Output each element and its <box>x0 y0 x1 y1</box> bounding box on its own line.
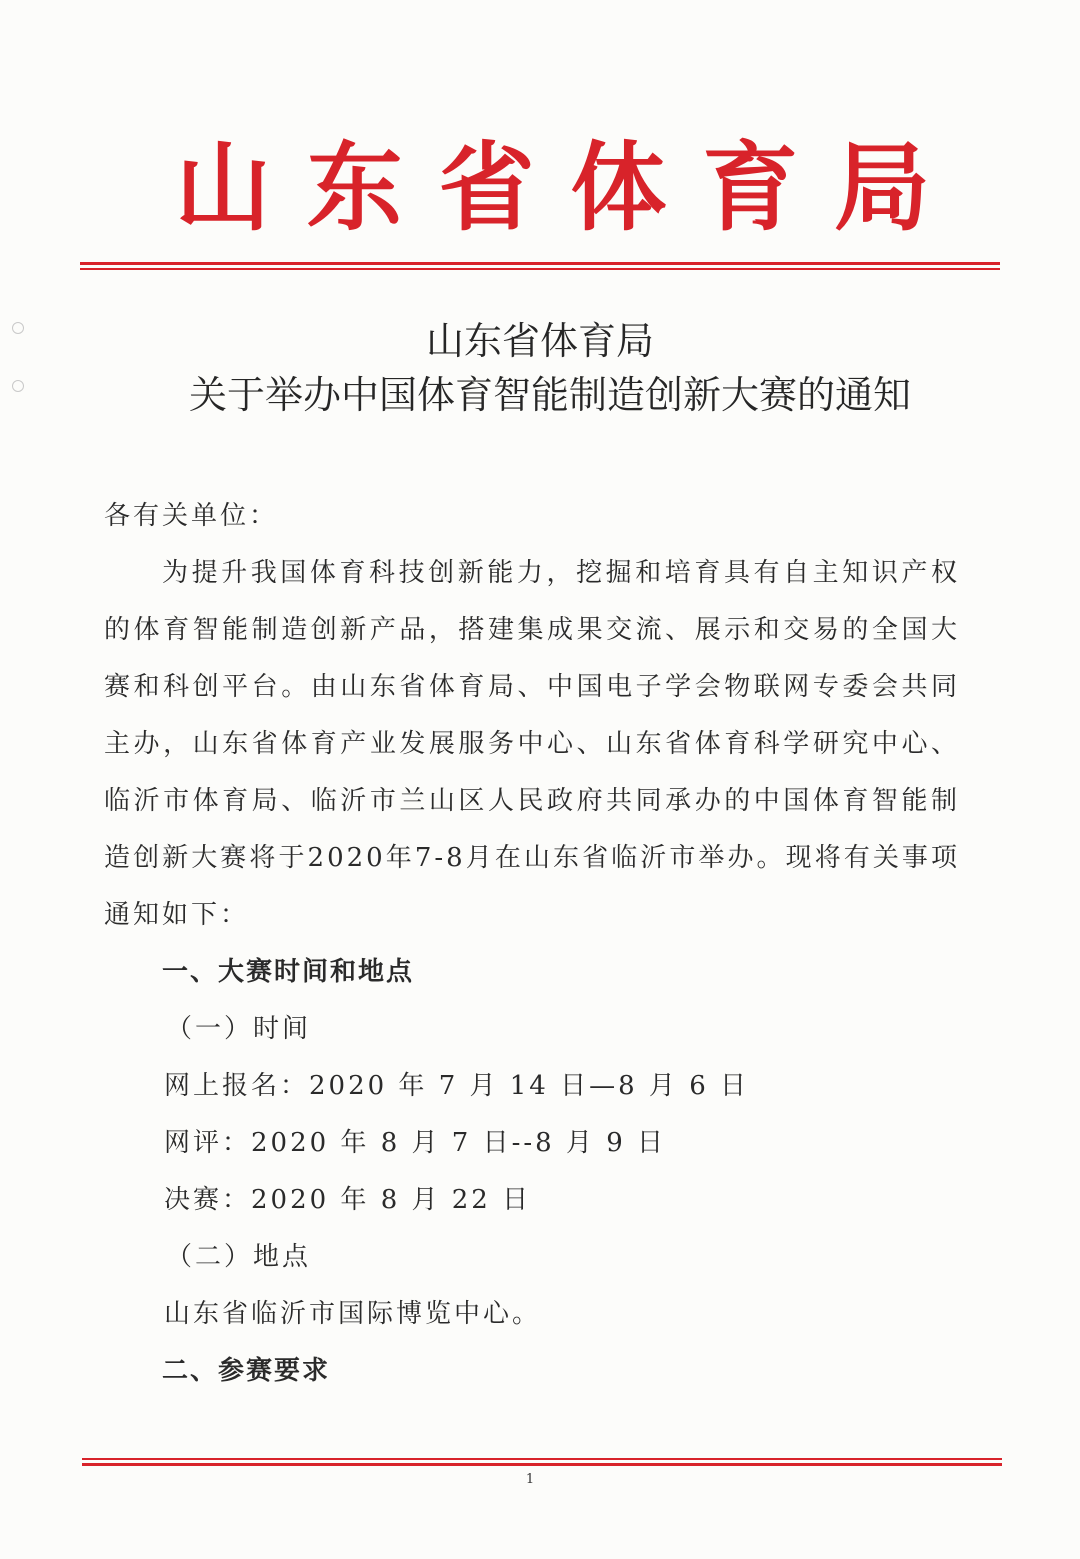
schedule-final: 决赛：2020 年 8 月 22 日 <box>164 1185 532 1215</box>
letterhead <box>80 125 1000 250</box>
section-heading-1: 一、大赛时间和地点 <box>162 957 415 987</box>
intro-paragraph: 为提升我国体育科技创新能力，挖掘和培育具有自主知识产权的体育智能制造创新产品，搭建集成果交流、展示和交易的全国大赛和科创平台。由山东省体育局、中国电子学会物联网专委会共同主办，山东省体育产业发展服务中心、山东省体育科学研究中心、临沂市体育局、临沂市兰山区人民政府共同承办的中国体育智能制造创新大赛将于2020年7-8月在山东省临沂市举办。现将有关事项通知如下： <box>104 558 960 930</box>
salutation: 各有关单位： <box>104 501 279 531</box>
page-number: 1 <box>525 1472 535 1487</box>
subsection-heading-venue: （二）地点 <box>166 1242 312 1272</box>
letterhead-char: 体 <box>570 131 667 244</box>
footer-rule-thick <box>82 1463 1002 1466</box>
section-heading-2: 二、参赛要求 <box>162 1356 331 1386</box>
letterhead-char: 局 <box>833 131 930 244</box>
schedule-online-review: 网评：2020 年 8 月 7 日--8 月 9 日 <box>164 1128 667 1158</box>
letterhead-char: 东 <box>306 131 403 244</box>
document-body <box>104 488 960 1400</box>
letterhead-char: 育 <box>702 131 799 244</box>
venue-text: 山东省临沂市国际博览中心。 <box>164 1299 542 1329</box>
letterhead-rule-thick <box>80 262 1000 265</box>
letterhead-char: 省 <box>438 131 535 244</box>
subsection-heading-time: （一）时间 <box>166 1014 312 1044</box>
footer-rule-thin <box>82 1458 1002 1460</box>
document-title-subject: 关于举办中国体育智能制造创新大赛的通知 <box>188 373 911 417</box>
letterhead-rule-thin <box>80 268 1000 270</box>
schedule-online-registration: 网上报名：2020 年 7 月 14 日—8 月 6 日 <box>164 1071 749 1101</box>
letterhead-char: 山 <box>175 131 271 244</box>
document-title-issuer: 山东省体育局 <box>425 319 654 363</box>
